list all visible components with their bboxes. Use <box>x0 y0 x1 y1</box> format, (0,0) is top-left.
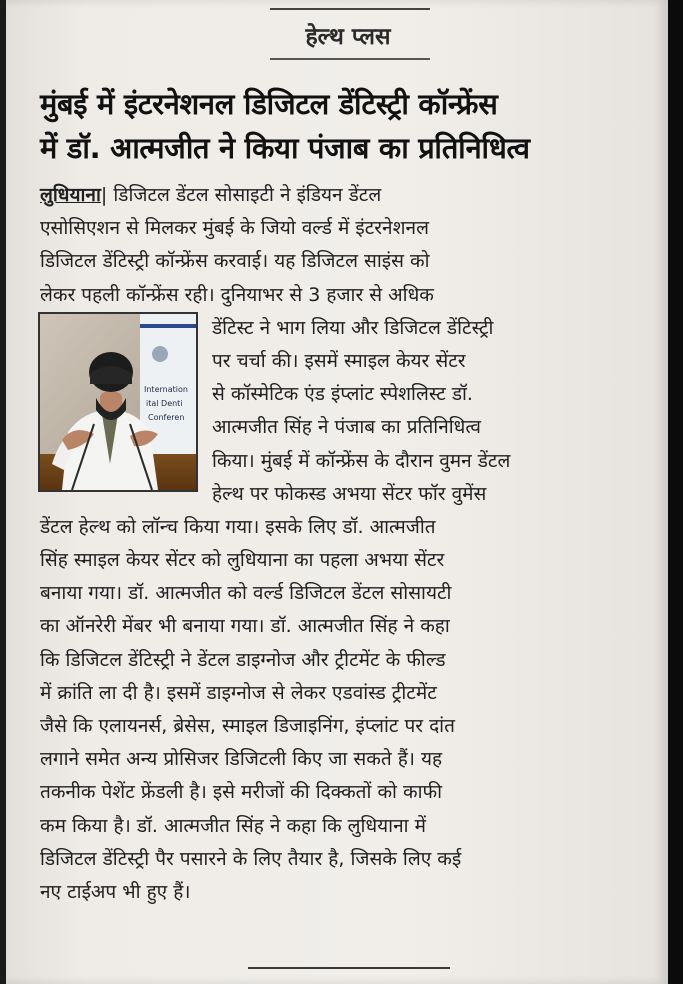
article-line: डिजिटल डेंटिस्ट्री पैर पसारने के लिए तैयार है, जिसके लिए कई <box>40 847 462 870</box>
article-line: डिजिटल डेंटिस्ट्री कॉन्फ्रेंस करवाई। यह डिजिटल साइंस को <box>40 250 430 273</box>
article-line: लेकर पहली कॉन्फ्रेंस रही। दुनियाभर से 3 हजार से अधिक <box>40 283 434 306</box>
banner-text-3: Conferen <box>148 413 185 422</box>
article-line: आत्मजीत सिंह ने पंजाब का प्रतिनिधित्व <box>212 416 481 439</box>
article-line: नए टाईअप भी हुए हैं। <box>40 880 191 903</box>
article-line: से कॉस्मेटिक एंड इंप्लांट स्पेशलिस्ट डॉ. <box>212 383 473 406</box>
article-line: पर चर्चा की। इसमें स्माइल केयर सेंटर <box>212 349 466 372</box>
article-line: कम किया है। डॉ. आत्मजीत सिंह ने कहा कि लुधियाना में <box>40 814 426 837</box>
article-line: जैसे कि एलायनर्स, ब्रेसेस, स्माइल डिजाइनिंग, इंप्लांट पर दांत <box>40 715 455 737</box>
article-line: लगाने समेत अन्य प्रोसिजर डिजिटली किए जा सकते हैं। यह <box>40 748 443 771</box>
top-rule <box>270 8 430 10</box>
article-line: तकनीक पेशेंट फ्रेंडली है। इसे मरीजों की दिक्कतों को काफी <box>40 781 443 804</box>
section-title: हेल्थ प्लस <box>305 24 391 50</box>
article-line: किया। मुंबई में कॉन्फ्रेंस के दौरान वुमन डेंटल <box>212 449 511 472</box>
article-body <box>40 179 660 909</box>
article-line: का ऑनरेरी मेंबर भी बनाया गया। डॉ. आत्मजीत सिंह ने कहा <box>40 615 450 638</box>
dark-border <box>668 0 683 984</box>
article-line: सिंह स्माइल केयर सेंटर को लुधियाना का पहला अभया सेंटर <box>40 549 445 572</box>
headline-line-1: मुंबई में इंटरनेशनल डिजिटल डेंटिस्ट्री कॉन्फ्रेंस <box>40 87 498 121</box>
article-line: डेंटिस्ट ने भाग लिया और डिजिटल डेंटिस्ट्री <box>212 316 494 339</box>
article-line <box>40 179 660 212</box>
section-underline <box>270 58 430 60</box>
dateline: लुधियाना <box>40 184 101 206</box>
article-line: में क्रांति ला दी है। इसमें डाइग्नोज से लेकर एडवांस्ड ट्रीटमेंट <box>40 681 437 704</box>
banner-text-1: Internation <box>144 385 188 394</box>
banner-text-2: ital Denti <box>146 399 183 408</box>
article-line: एसोसिएशन से मिलकर मुंबई के जियो वर्ल्ड में इंटरनेशनल <box>40 217 429 240</box>
bottom-rule <box>248 967 450 969</box>
person-at-podium-icon <box>40 314 196 490</box>
article-line: बनाया गया। डॉ. आत्मजीत को वर्ल्ड डिजिटल डेंटल सोसायटी <box>40 582 452 605</box>
speaker-photo <box>38 312 198 492</box>
headline-line-2: में डॉ. आत्मजीत ने किया पंजाब का प्रतिनिधित्व <box>40 131 530 165</box>
article-line: डेंटल हेल्थ को लॉन्च किया गया। इसके लिए डॉ. आत्मजीत <box>40 515 436 538</box>
article-line: कि डिजिटल डेंटिस्ट्री ने डेंटल डाइग्नोज और ट्रीटमेंट के फील्ड <box>40 648 446 671</box>
dateline-separator: | <box>100 184 108 206</box>
article-line: हेल्थ पर फोकस्ड अभया सेंटर फॉर वुमेंस <box>212 482 487 505</box>
headline <box>40 82 660 170</box>
article-line-text: डिजिटल डेंटल सोसाइटी ने इंडियन डेंटल <box>107 184 382 206</box>
